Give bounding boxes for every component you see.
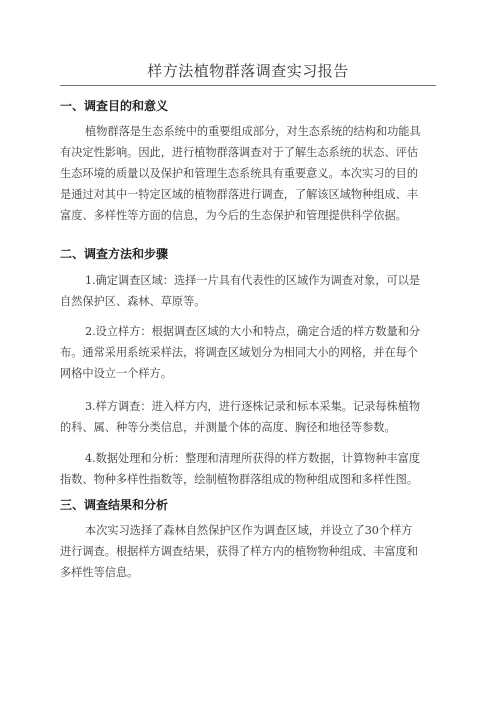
text-line: 4.数据处理和分析：整理和清理所获得的样方数据，计算物种丰富度 — [85, 452, 421, 465]
paragraph — [60, 321, 440, 384]
text-line: 网格中设立一个样方。 — [60, 367, 172, 380]
paragraph — [60, 270, 440, 312]
text-line: 植物群落是生态系统中的重要组成部分，对生态系统的结构和功能具 — [85, 125, 421, 138]
paragraph — [60, 396, 440, 438]
text-line: 3.样方调查：进入样方内，进行逐株记录和标本采集。记录每株植物 — [85, 400, 421, 413]
text-line: 进行调查。根据样方调查结果，获得了样方内的植物物种组成、丰富度和 — [60, 545, 419, 558]
text-line: 2.设立样方：根据调查区域的大小和特点，确定合适的样方数量和分 — [85, 325, 421, 338]
paragraph — [60, 520, 440, 583]
text-line: 指数、物种多样性指数等，绘制植物群落组成的物种组成图和多样性图。 — [60, 473, 419, 486]
text-line: 多样性等信息。 — [60, 566, 139, 579]
document-title: 样方法植物群落调查实习报告 — [147, 62, 349, 80]
section-heading-results: 三、调查结果和分析 — [60, 498, 169, 512]
text-line: 布。通常采用系统采样法，将调查区域划分为相同大小的网格，并在每个 — [60, 346, 419, 359]
text-line: 生态环境的质量以及保护和管理生态系统具有重要意义。本次实习的目的 — [60, 167, 419, 180]
text-line: 富度、多样性等方面的信息，为今后的生态保护和管理提供科学依据。 — [60, 209, 407, 222]
paragraph — [60, 121, 440, 226]
text-line: 1.确定调查区域：选择一片具有代表性的区域作为调查对象，可以是 — [85, 274, 421, 287]
section-heading-purpose: 一、调查目的和意义 — [60, 99, 169, 113]
title-underline — [60, 85, 436, 86]
paragraph — [60, 448, 440, 490]
text-line: 是通过对其中一特定区域的植物群落进行调查，了解该区域物种组成、丰 — [60, 188, 419, 201]
text-line: 有决定性影响。因此，进行植物群落调查对于了解生态系统的状态、评估 — [60, 146, 419, 159]
text-line: 自然保护区、森林、草原等。 — [60, 295, 206, 308]
text-line: 的科、属、种等分类信息，并测量个体的高度、胸径和地径等参数。 — [60, 421, 396, 434]
section-heading-methods: 二、调查方法和步骤 — [60, 247, 169, 261]
text-line: 本次实习选择了森林自然保护区作为调查区域，并设立了30个样方 — [85, 524, 413, 537]
